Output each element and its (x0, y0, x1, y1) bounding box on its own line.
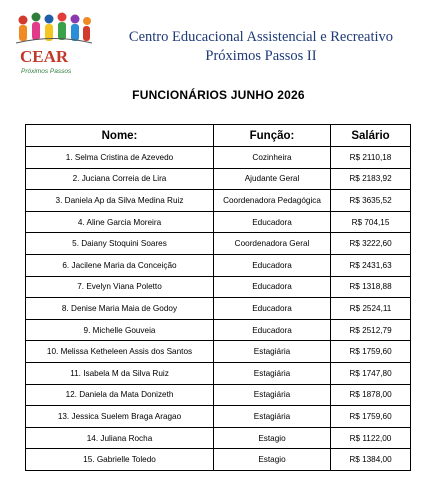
employee-salary: R$ 2110,18 (331, 147, 411, 169)
column-header-name: Nome: (26, 125, 214, 147)
employee-name: 12. Daniela da Mata Donizeth (26, 384, 214, 406)
employee-role: Educadora (214, 298, 331, 320)
table-row (26, 147, 411, 169)
table-row (26, 406, 411, 428)
employee-salary: R$ 1747,80 (331, 362, 411, 384)
table-row (26, 233, 411, 255)
employee-salary: R$ 1759,60 (331, 406, 411, 428)
employee-salary: R$ 1759,60 (331, 341, 411, 363)
org-name-line2: Próximos Passos II (205, 48, 317, 64)
employee-salary: R$ 704,15 (331, 211, 411, 233)
employee-salary: R$ 1878,00 (331, 384, 411, 406)
employee-role: Educadora (214, 211, 331, 233)
employee-salary: R$ 1318,88 (331, 276, 411, 298)
employee-name: 13. Jessica Suelem Braga Aragao (26, 406, 214, 428)
table-row (26, 384, 411, 406)
employee-role: Cozinheira (214, 147, 331, 169)
employee-role: Estagiária (214, 362, 331, 384)
document-header (0, 0, 437, 85)
table-row (26, 341, 411, 363)
employee-name: 8. Denise Maria Maia de Godoy (26, 298, 214, 320)
employee-name: 1. Selma Cristina de Azevedo (26, 147, 214, 169)
org-name-line1: Centro Educacional Assistencial e Recreativo (128, 29, 394, 45)
employee-role: Estagiária (214, 341, 331, 363)
employee-name: 2. Juciana Correia de Lira (26, 168, 214, 190)
table-row (26, 276, 411, 298)
employee-role: Educadora (214, 254, 331, 276)
table-row (26, 362, 411, 384)
employee-role: Ajudante Geral (214, 168, 331, 190)
employee-role: Estagio (214, 427, 331, 449)
column-header-role: Função: (214, 125, 331, 147)
employee-salary: R$ 2524,11 (331, 298, 411, 320)
employee-name: 14. Juliana Rocha (26, 427, 214, 449)
employee-role: Educadora (214, 276, 331, 298)
cear-logo (14, 10, 94, 80)
employee-name: 3. Daniela Ap da Silva Medina Ruiz (26, 190, 214, 212)
employee-role: Estagiária (214, 384, 331, 406)
employee-role: Estagio (214, 449, 331, 471)
table-row (26, 211, 411, 233)
employee-salary: R$ 2183,92 (331, 168, 411, 190)
children-logo-graphic (14, 10, 94, 80)
employee-name: 11. Isabela M da Silva Ruiz (26, 362, 214, 384)
table-row (26, 190, 411, 212)
logo-tagline: Próximos Passos (21, 68, 72, 75)
table-row (26, 168, 411, 190)
employee-name: 4. Aline Garcia Moreira (26, 211, 214, 233)
table-row (26, 298, 411, 320)
employee-salary: R$ 3635,52 (331, 190, 411, 212)
employee-name: 7. Evelyn Viana Poletto (26, 276, 214, 298)
table-row (26, 449, 411, 471)
employee-role: Coordenadora Pedagógica (214, 190, 331, 212)
employee-name: 9. Michelle Gouveia (26, 319, 214, 341)
organization-name (102, 28, 420, 66)
employee-salary: R$ 2431,63 (331, 254, 411, 276)
employee-salary: R$ 3222,60 (331, 233, 411, 255)
employee-salary: R$ 1122,00 (331, 427, 411, 449)
employee-name: 10. Melissa Ketheleen Assis dos Santos (26, 341, 214, 363)
employee-name: 6. Jacilene Maria da Conceição (26, 254, 214, 276)
employee-role: Estagiária (214, 406, 331, 428)
employee-salary: R$ 2512,79 (331, 319, 411, 341)
logo-wordmark: CEAR (20, 47, 69, 66)
employee-role: Coordenadora Geral (214, 233, 331, 255)
document-title: FUNCIONÁRIOS JUNHO 2026 (132, 88, 305, 102)
table-row (26, 319, 411, 341)
table-header-row (26, 125, 411, 147)
employee-salary: R$ 1384,00 (331, 449, 411, 471)
table-row (26, 427, 411, 449)
employee-name: 15. Gabrielle Toledo (26, 449, 214, 471)
employee-role: Educadora (214, 319, 331, 341)
employee-name: 5. Daiany Stoquini Soares (26, 233, 214, 255)
staff-table (25, 124, 411, 471)
column-header-salary: Salário (331, 125, 411, 147)
table-row (26, 254, 411, 276)
